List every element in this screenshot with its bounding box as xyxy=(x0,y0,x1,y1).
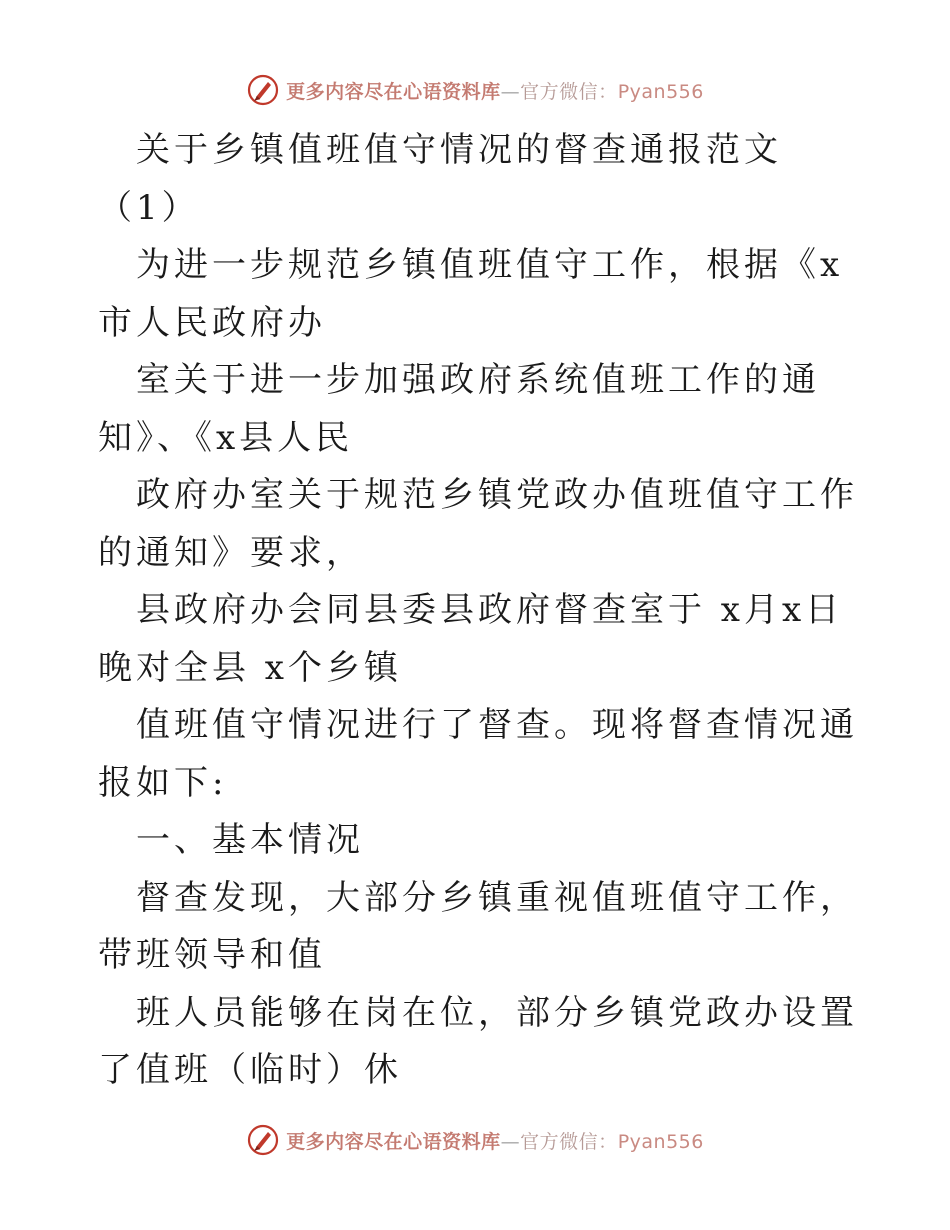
paragraph-5: 值班值守情况进行了督查。现将督查情况通报如下: xyxy=(98,705,858,803)
pen-nib-logo-icon xyxy=(246,73,280,107)
paragraph-8: 班人员能够在岗在位，部分乡镇党政办设置了值班（临时）休 xyxy=(98,992,858,1090)
banner-text xyxy=(286,77,704,104)
banner-sub: 官方微信： xyxy=(520,80,618,103)
banner-sub: 官方微信： xyxy=(520,1130,618,1153)
paragraph-1: 为进一步规范乡镇值班值守工作，根据《x市人民政府办 xyxy=(98,245,844,343)
banner-wechat-id: Pyan556 xyxy=(617,1130,704,1153)
section-heading: 一、基本情况 xyxy=(136,820,364,860)
paragraph-7: 督查发现，大部分乡镇重视值班值守工作，带班领导和值 xyxy=(98,877,858,975)
footer-banner xyxy=(0,1120,950,1160)
banner-brand: 更多内容尽在心语资料库 xyxy=(286,1130,501,1153)
paragraph-4: 县政府办会同县委县政府督查室于 x月x日晚对全县 x个乡镇 xyxy=(98,590,844,688)
banner-wechat-id: Pyan556 xyxy=(617,80,704,103)
banner-dash: — xyxy=(500,1130,521,1153)
paragraph-3: 政府办室关于规范乡镇党政办值班值守工作的通知》要求， xyxy=(98,475,858,573)
doc-title: 关于乡镇值班值守情况的督查通报范文（1） xyxy=(98,130,782,228)
paragraph-2: 室关于进一步加强政府系统值班工作的通知》、《x县人民 xyxy=(98,360,820,458)
banner-text xyxy=(286,1127,704,1154)
pen-nib-logo-icon xyxy=(246,1123,280,1157)
banner-brand: 更多内容尽在心语资料库 xyxy=(286,80,501,103)
header-banner xyxy=(0,70,950,110)
banner-dash: — xyxy=(500,80,521,103)
document-body xyxy=(98,122,858,1100)
